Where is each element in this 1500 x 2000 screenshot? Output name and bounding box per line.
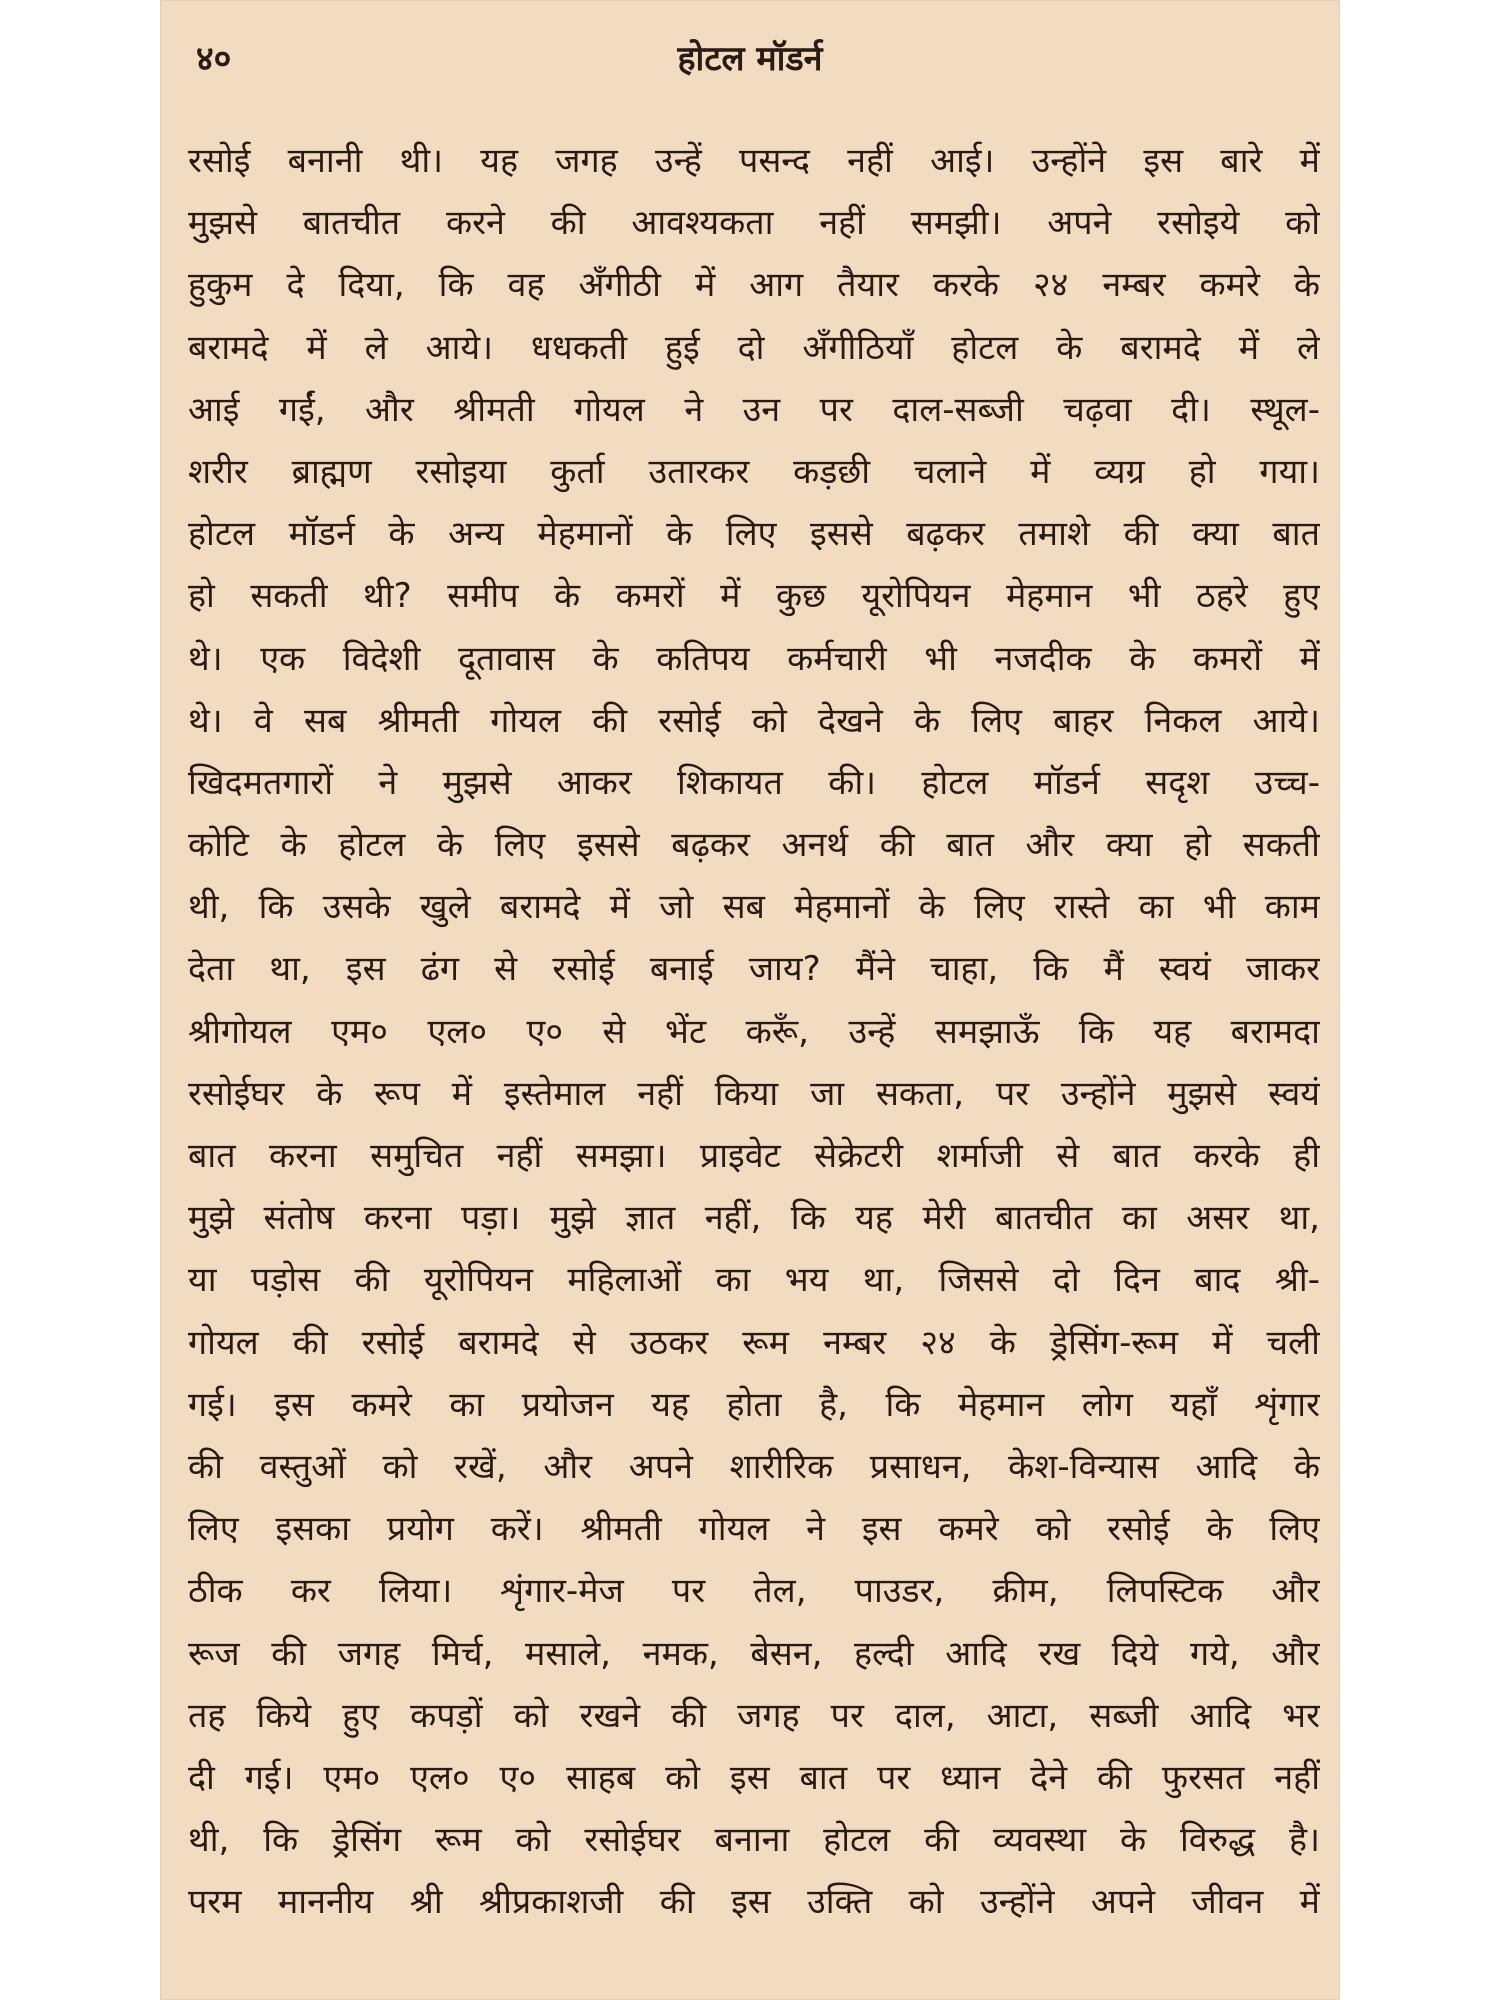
text-line: शरीर ब्राह्मण रसोइया कुर्ता उतारकर कड़छी चलाने में व्यग्र हो गया। xyxy=(188,451,1320,492)
text-line: या पड़ोस की यूरोपियन महिलाओं का भय था, जिससे दो दिन बाद श्री- xyxy=(188,1260,1320,1301)
text-line: ठीक कर लिया। शृंगार-मेज पर तेल, पाउडर, क्रीम, लिपस्टिक और xyxy=(188,1571,1320,1612)
running-title: होटल मॉडर्न xyxy=(677,39,823,79)
text-line: रसोई बनानी थी। यह जगह उन्हें पसन्द नहीं आई। उन्होंने इस बारे में xyxy=(188,141,1320,181)
text-line: होटल मॉडर्न के अन्य मेहमानों के लिए इससे बढ़कर तमाशे की क्या बात xyxy=(188,514,1320,555)
text-line: मुझे संतोष करना पड़ा। मुझे ज्ञात नहीं, कि यह मेरी बातचीत का असर था, xyxy=(188,1198,1320,1239)
text-line: रसोईघर के रूप में इस्तेमाल नहीं किया जा सकता, पर उन्होंने मुझसे स्वयं xyxy=(188,1073,1320,1114)
text-line: की वस्तुओं को रखें, और अपने शारीरिक प्रसाधन, केश-विन्यास आदि के xyxy=(188,1446,1320,1487)
body-text xyxy=(188,130,1320,1933)
text-line: आई गईं, और श्रीमती गोयल ने उन पर दाल-सब्जी चढ़वा दी। स्थूल- xyxy=(188,389,1320,430)
text-line: बरामदे में ले आये। धधकती हुई दो अँगीठियाँ होटल के बरामदे में ले xyxy=(188,327,1320,368)
text-line: गोयल की रसोई बरामदे से उठकर रूम नम्बर २४ के ड्रेसिंग-रूम में चली xyxy=(188,1322,1320,1363)
text-line: थे। एक विदेशी दूतावास के कतिपय कर्मचारी भी नजदीक के कमरों में xyxy=(188,638,1320,679)
text-line: बात करना समुचित नहीं समझा। प्राइवेट सेक्रेटरी शर्माजी से बात करके ही xyxy=(188,1136,1320,1176)
text-line: थी, कि ड्रेसिंग रूम को रसोईघर बनाना होटल की व्यवस्था के विरुद्ध है। xyxy=(188,1820,1320,1861)
running-head xyxy=(160,28,1340,88)
text-line: परम माननीय श्री श्रीप्रकाशजी की इस उक्ति को उन्होंने अपने जीवन में xyxy=(188,1882,1320,1923)
text-line: थे। वे सब श्रीमती गोयल की रसोई को देखने के लिए बाहर निकल आये। xyxy=(188,700,1320,741)
text-line: गई। इस कमरे का प्रयोजन यह होता है, कि मेहमान लोग यहाँ शृंगार xyxy=(188,1384,1320,1425)
text-line: हुकुम दे दिया, कि वह अँगीठी में आग तैयार करके २४ नम्बर कमरे के xyxy=(188,265,1320,306)
text-line: देता था, इस ढंग से रसोई बनाई जाय? मैंने चाहा, कि मैं स्वयं जाकर xyxy=(188,949,1320,990)
text-line: खिदमतगारों ने मुझसे आकर शिकायत की। होटल मॉडर्न सदृश उच्च- xyxy=(188,762,1320,803)
text-line: थी, कि उसके खुले बरामदे में जो सब मेहमानों के लिए रास्ते का भी काम xyxy=(188,887,1320,928)
text-line: हो सकती थी? समीप के कमरों में कुछ यूरोपियन मेहमान भी ठहरे हुए xyxy=(188,576,1320,617)
book-page xyxy=(160,0,1340,2000)
text-line: लिए इसका प्रयोग करें। श्रीमती गोयल ने इस कमरे को रसोई के लिए xyxy=(188,1509,1320,1550)
text-line: श्रीगोयल एम० एल० ए० से भेंट करूँ, उन्हें समझाऊँ कि यह बरामदा xyxy=(188,1011,1320,1052)
page-number: ४० xyxy=(196,39,232,79)
text-line: मुझसे बातचीत करने की आवश्यकता नहीं समझी। अपने रसोइये को xyxy=(188,203,1320,244)
text-line: रूज की जगह मिर्च, मसाले, नमक, बेसन, हल्दी आदि रख दिये गये, और xyxy=(188,1633,1320,1674)
text-line: दी गई। एम० एल० ए० साहब को इस बात पर ध्यान देने की फुरसत नहीं xyxy=(188,1757,1320,1798)
text-line: कोटि के होटल के लिए इससे बढ़कर अनर्थ की बात और क्या हो सकती xyxy=(188,825,1320,866)
text-line: तह किये हुए कपड़ों को रखने की जगह पर दाल, आटा, सब्जी आदि भर xyxy=(188,1695,1320,1736)
